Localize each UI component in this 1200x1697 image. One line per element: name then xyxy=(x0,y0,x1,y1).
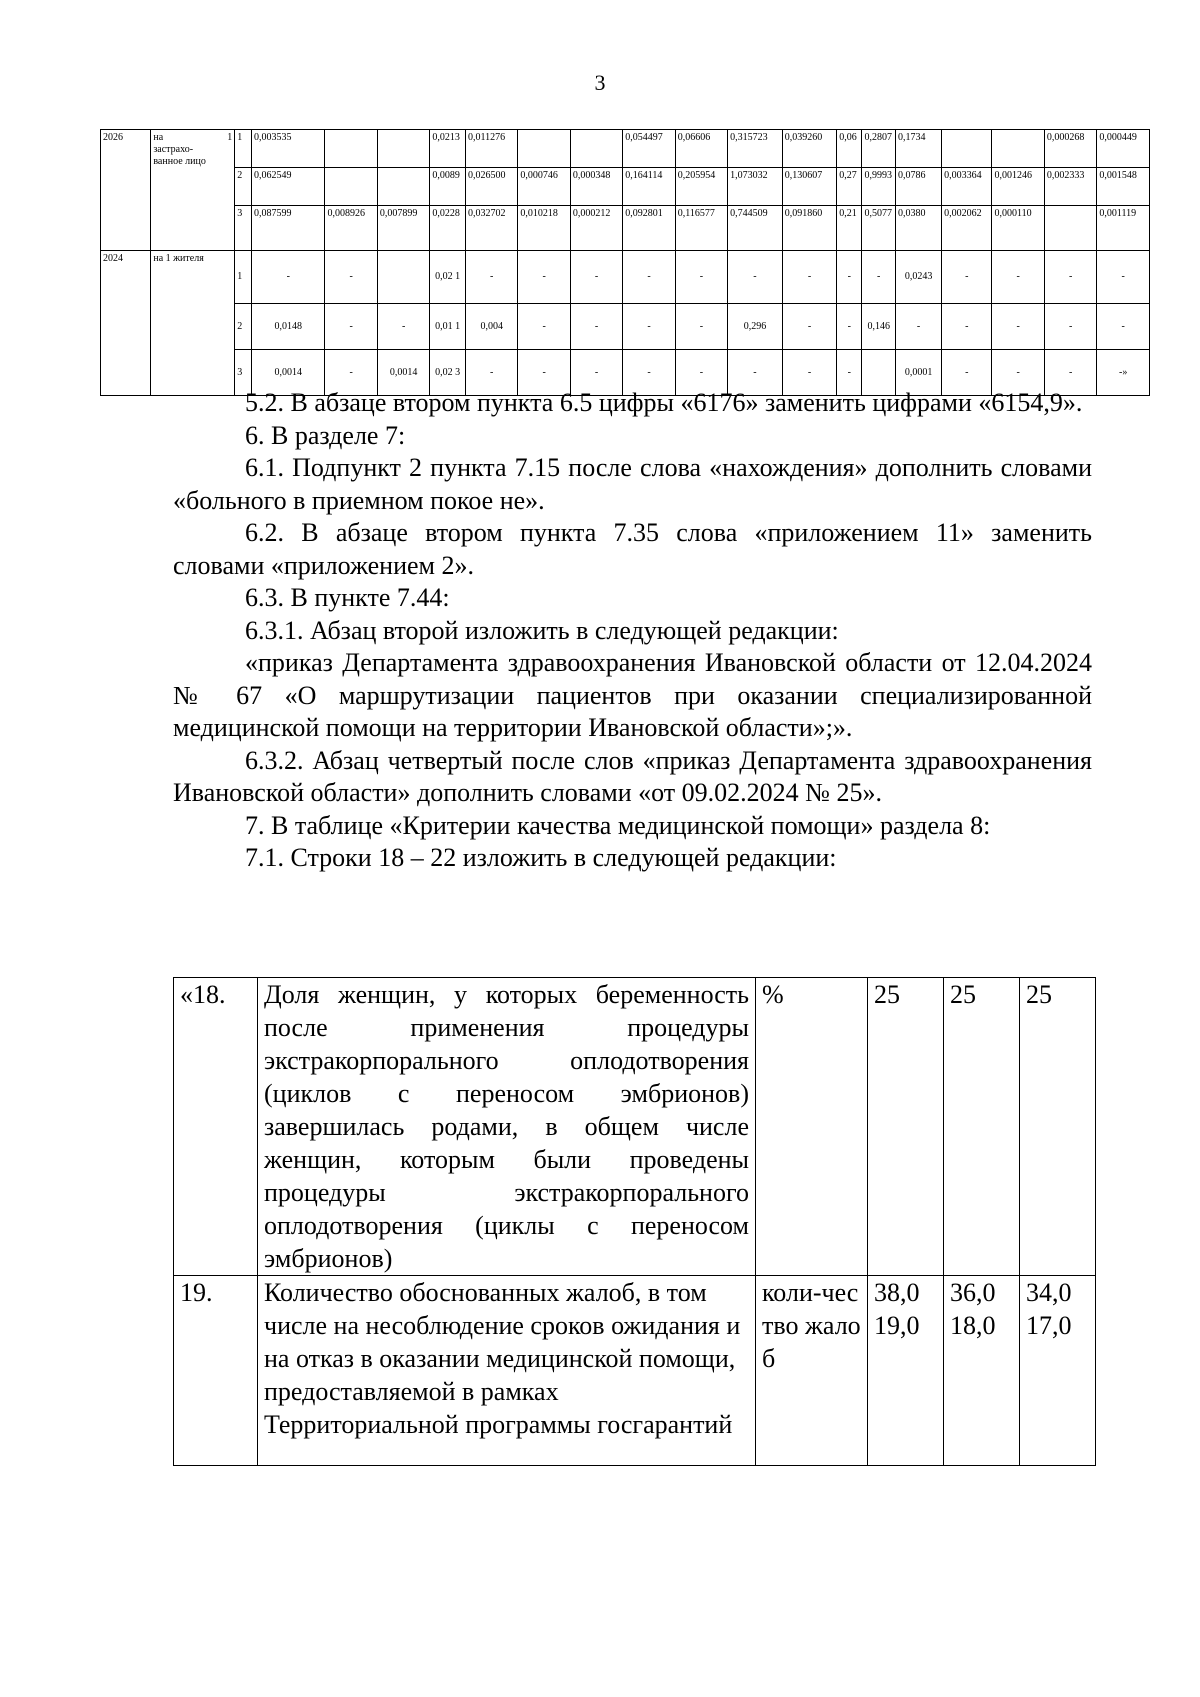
value-cell: 0,21 xyxy=(837,206,862,251)
table-row xyxy=(174,1276,1096,1466)
value-cell: 0,091860 xyxy=(782,206,837,251)
value-cell: 0,0243 xyxy=(896,251,942,304)
value-cell: - xyxy=(728,251,783,304)
paragraph-6-3: 6.3. В пункте 7.44: xyxy=(245,583,450,612)
value-cell: 0,000449 xyxy=(1097,130,1150,168)
value-cell: - xyxy=(782,304,837,350)
value-cell: 0,026500 xyxy=(465,168,517,206)
value-cell: - xyxy=(1044,304,1096,350)
value-cell: - xyxy=(992,350,1044,396)
value-cell xyxy=(942,130,992,168)
value-cell: 0,000268 xyxy=(1044,130,1096,168)
value-cell: 0,001548 xyxy=(1097,168,1150,206)
value-cell: 0,092801 xyxy=(623,206,675,251)
value-cell: - xyxy=(570,350,622,396)
value-cell: 0,5077 xyxy=(862,206,896,251)
value-cell: 0,02 3 xyxy=(430,350,466,396)
value-cell: 0,054497 xyxy=(623,130,675,168)
row-number: «18. xyxy=(174,978,258,1276)
value-cell: - xyxy=(465,350,517,396)
value-cell: - xyxy=(1097,251,1150,304)
criterion-name: Количество обоснованных жалоб, в том числе на несоблюдение сроков ожидания и на отказ в оказании медицинской помощи, предоставляемой в рамках Территориальной программы госгарантий xyxy=(258,1276,756,1466)
value-cell: - xyxy=(1097,304,1150,350)
value-cell: - xyxy=(992,304,1044,350)
value-cell: 0,02 1 xyxy=(430,251,466,304)
value-cell: - xyxy=(623,304,675,350)
value-cell: - xyxy=(837,304,862,350)
value-total: 38,0 xyxy=(874,1278,920,1307)
value-cell: 0,9993 xyxy=(862,168,896,206)
value-cell: 0,0148 xyxy=(252,304,325,350)
value-year-3 xyxy=(1020,1276,1096,1466)
row-index-cell: 3 xyxy=(235,350,252,396)
value-cell: 0,164114 xyxy=(623,168,675,206)
value-cell: 0,007899 xyxy=(377,206,429,251)
page-number: 3 xyxy=(594,70,606,95)
value-cell: 0,000110 xyxy=(992,206,1044,251)
value-cell: 0,087599 xyxy=(252,206,325,251)
value-cell: 0,315723 xyxy=(728,130,783,168)
value-cell: - xyxy=(896,304,942,350)
value-year-1: 25 xyxy=(868,978,944,1276)
paragraph-5-2: 5.2. В абзаце втором пункта 6.5 цифры «6176» заменить цифрами «6154,9». xyxy=(245,388,1083,417)
value-cell: - xyxy=(570,251,622,304)
value-cell: - xyxy=(325,251,377,304)
value-cell: 0,001246 xyxy=(992,168,1044,206)
value-cell: 1,073032 xyxy=(728,168,783,206)
value-cell: - xyxy=(728,350,783,396)
value-cell: - xyxy=(942,304,992,350)
value-cell: 0,01 1 xyxy=(430,304,466,350)
value-cell xyxy=(518,130,570,168)
value-cell: - xyxy=(518,251,570,304)
row-index-cell: 2 xyxy=(235,168,252,206)
table-row xyxy=(101,168,1150,206)
value-cell: 0,000212 xyxy=(570,206,622,251)
value-year-1 xyxy=(868,1276,944,1466)
value-cell: - xyxy=(942,350,992,396)
value-cell: 0,27 xyxy=(837,168,862,206)
value-cell: 0,744509 xyxy=(728,206,783,251)
value-cell: 0,0213 xyxy=(430,130,466,168)
value-cell: 0,296 xyxy=(728,304,783,350)
unit-count: 1 xyxy=(227,132,233,143)
value-cell xyxy=(325,168,377,206)
table-row xyxy=(101,206,1150,251)
value-cell: - xyxy=(325,304,377,350)
value-total: 36,0 xyxy=(950,1278,996,1307)
value-year-2 xyxy=(944,1276,1020,1466)
paragraph-7-1: 7.1. Строки 18 – 22 изложить в следующей редакции: xyxy=(245,843,837,872)
row-index-cell: 1 xyxy=(235,251,252,304)
value-year-3: 25 xyxy=(1020,978,1096,1276)
paragraph-quote-order: «приказ Департамента здравоохранения Ивановской области от 12.04.2024 № 67 «О маршрутизации пациентов при оказании специализированной медицинской помощи на территории Ивановской области»;». xyxy=(173,648,1092,742)
value-cell: - xyxy=(862,251,896,304)
value-cell xyxy=(377,251,429,304)
table-row xyxy=(101,130,1150,168)
value-cell: 0,0089 xyxy=(430,168,466,206)
value-cell: - xyxy=(675,251,727,304)
value-cell: 0,039260 xyxy=(782,130,837,168)
table-row xyxy=(174,978,1096,1276)
value-cell: 0,0014 xyxy=(377,350,429,396)
value-cell: 0,130607 xyxy=(782,168,837,206)
row-index-cell: 1 xyxy=(235,130,252,168)
criterion-unit: коли-чество жалоб xyxy=(756,1276,868,1466)
table-row xyxy=(101,304,1150,350)
amendment-text xyxy=(173,387,1092,875)
value-cell: 0,1734 xyxy=(896,130,942,168)
value-cell: 0,205954 xyxy=(675,168,727,206)
value-cell: 0,0001 xyxy=(896,350,942,396)
value-cell: - xyxy=(675,304,727,350)
table-row xyxy=(101,251,1150,304)
value-waiting: 18,0 xyxy=(950,1311,996,1340)
value-cell: - xyxy=(675,350,727,396)
value-cell xyxy=(1044,206,1096,251)
quality-criteria-table xyxy=(173,977,1096,1466)
value-cell xyxy=(377,168,429,206)
value-cell: 0,0014 xyxy=(252,350,325,396)
value-cell: 0,0380 xyxy=(896,206,942,251)
value-cell: 0,011276 xyxy=(465,130,517,168)
value-cell: -» xyxy=(1097,350,1150,396)
value-cell: 0,001119 xyxy=(1097,206,1150,251)
value-cell: 0,0786 xyxy=(896,168,942,206)
value-cell: - xyxy=(465,251,517,304)
paragraph-6-3-2: 6.3.2. Абзац четвертый после слов «приказ Департамента здравоохранения Ивановской области» дополнить словами «от 09.02.2024 № 25». xyxy=(173,745,1092,807)
unit-cell: на 1 жителя xyxy=(151,251,235,396)
value-cell: - xyxy=(377,304,429,350)
unit-label: на xyxy=(153,132,164,143)
value-cell: - xyxy=(570,304,622,350)
value-cell: 0,062549 xyxy=(252,168,325,206)
paragraph-6-3-1: 6.3.1. Абзац второй изложить в следующей редакции: xyxy=(245,615,839,645)
criterion-unit: % xyxy=(756,978,868,1276)
value-cell: 0,003364 xyxy=(942,168,992,206)
value-cell xyxy=(377,130,429,168)
value-year-2: 25 xyxy=(944,978,1020,1276)
value-cell: 0,004 xyxy=(465,304,517,350)
row-index-cell: 2 xyxy=(235,304,252,350)
value-cell: - xyxy=(518,350,570,396)
value-cell: 0,2807 xyxy=(862,130,896,168)
value-cell: 0,146 xyxy=(862,304,896,350)
value-cell: - xyxy=(992,251,1044,304)
value-waiting: 19,0 xyxy=(874,1311,920,1340)
unit-cell xyxy=(151,130,235,251)
value-cell: - xyxy=(782,350,837,396)
value-cell: 0,008926 xyxy=(325,206,377,251)
value-cell: - xyxy=(518,304,570,350)
value-total: 34,0 xyxy=(1026,1278,1072,1307)
value-cell: 0,032702 xyxy=(465,206,517,251)
year-cell: 2024 xyxy=(101,251,151,396)
value-cell xyxy=(992,130,1044,168)
value-cell: - xyxy=(325,350,377,396)
value-waiting: 17,0 xyxy=(1026,1311,1072,1340)
value-cell: 0,116577 xyxy=(675,206,727,251)
value-cell: 0,06606 xyxy=(675,130,727,168)
row-index-cell: 3 xyxy=(235,206,252,251)
value-cell: 0,0228 xyxy=(430,206,466,251)
value-cell: 0,000348 xyxy=(570,168,622,206)
value-cell: - xyxy=(942,251,992,304)
value-cell: - xyxy=(837,350,862,396)
value-cell: - xyxy=(837,251,862,304)
value-cell: - xyxy=(623,251,675,304)
paragraph-7: 7. В таблице «Критерии качества медицинской помощи» раздела 8: xyxy=(245,810,991,840)
value-cell xyxy=(325,130,377,168)
value-cell: 0,003535 xyxy=(252,130,325,168)
value-cell xyxy=(570,130,622,168)
row-number: 19. xyxy=(174,1276,258,1466)
paragraph-6: 6. В разделе 7: xyxy=(245,420,406,450)
rates-table xyxy=(100,129,1150,396)
year-cell: 2026 xyxy=(101,130,151,251)
criterion-name: Доля женщин, у которых беременность после применения процедуры экстракорпорального оплодотворения (циклов с переносом эмбрионов) завершилась родами, в общем числе женщин, которым были проведены процедуры экстракорпорального оплодотворения (циклы с переносом эмбрионов) xyxy=(258,978,756,1276)
paragraph-6-2: 6.2. В абзаце втором пункта 7.35 слова «приложением 11» заменить словами «приложением 2». xyxy=(173,518,1092,580)
value-cell: - xyxy=(1044,251,1096,304)
value-cell: 0,06 xyxy=(837,130,862,168)
value-cell: - xyxy=(252,251,325,304)
value-cell: - xyxy=(1044,350,1096,396)
value-cell: 0,002333 xyxy=(1044,168,1096,206)
unit-subject: застрахо-ванное лицо xyxy=(153,144,206,167)
value-cell: 0,010218 xyxy=(518,206,570,251)
value-cell: - xyxy=(782,251,837,304)
paragraph-6-1: 6.1. Подпункт 2 пункта 7.15 после слова «нахождения» дополнить словами «больного в приемном покое не». xyxy=(173,453,1092,515)
value-cell: 0,000746 xyxy=(518,168,570,206)
value-cell: - xyxy=(623,350,675,396)
value-cell: 0,002062 xyxy=(942,206,992,251)
